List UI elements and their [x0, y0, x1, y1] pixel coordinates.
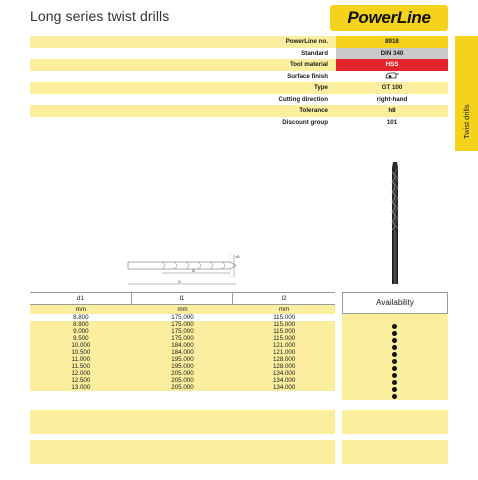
- spec-table: [30, 36, 448, 128]
- table-cell: 121.000: [272, 342, 296, 349]
- table-cell: 184.000: [171, 349, 194, 356]
- availability-dot: [392, 380, 397, 385]
- unit-cell: mm: [278, 306, 290, 313]
- column-header: d1: [30, 293, 132, 304]
- availability-dot: [392, 359, 397, 364]
- table-cell: 205.000: [171, 370, 194, 377]
- spec-value: GT 100: [381, 84, 403, 91]
- availability-dot: [392, 345, 397, 350]
- spec-value: DIN 340: [336, 48, 448, 60]
- logo-text: PowerLine: [347, 8, 431, 27]
- spec-row: [30, 82, 448, 94]
- table-row: [30, 314, 335, 321]
- table-cell: 184.000: [171, 342, 194, 349]
- availability-header: Availability: [342, 292, 448, 314]
- table-row: [30, 321, 335, 328]
- unit-row: [30, 305, 335, 314]
- table-cell: 175.000: [171, 335, 194, 342]
- column-header: l1: [132, 293, 234, 304]
- spec-value: [336, 71, 448, 83]
- spec-row: [30, 94, 448, 106]
- table-cell: 10.500: [71, 349, 91, 356]
- table-row: [30, 342, 335, 349]
- spec-row: [30, 48, 448, 60]
- spec-value: 101: [386, 118, 398, 126]
- table-row: [30, 349, 335, 356]
- table-cell: 134.000: [272, 370, 296, 377]
- table-cell: 115.000: [273, 321, 296, 328]
- column-header: l2: [281, 295, 287, 302]
- table-cell: 12.500: [71, 377, 91, 384]
- table-cell: 175.000: [171, 321, 194, 328]
- spec-value: h8: [388, 107, 396, 114]
- spec-row: [30, 105, 448, 117]
- spec-row: [30, 59, 448, 71]
- table-cell: 11.500: [71, 363, 91, 370]
- spec-row: [30, 71, 448, 83]
- table-row: [30, 335, 335, 342]
- table-cell: 11.000: [71, 356, 91, 363]
- table-cell: 134.000: [272, 384, 296, 391]
- page-title: Long series twist drills: [30, 8, 170, 24]
- spec-label: Cutting direction: [278, 95, 328, 103]
- table-cell: 9.500: [73, 335, 89, 342]
- availability-dot: [392, 324, 397, 329]
- table-cell: 175.000: [171, 328, 194, 335]
- table-cell: 8.900: [73, 321, 89, 328]
- table-cell: 195.000: [171, 356, 194, 363]
- availability-dot: [392, 352, 397, 357]
- side-tab-label: Twist drills: [462, 104, 471, 139]
- table-cell: 8.800: [73, 314, 89, 321]
- label-l2: l2: [192, 268, 196, 273]
- availability-dot: [392, 331, 397, 336]
- unit-cell: mm: [75, 306, 86, 313]
- table-row: [30, 328, 335, 335]
- side-tab[interactable]: [455, 36, 478, 151]
- table-cell: 9.000: [73, 328, 89, 335]
- spec-label: Type: [314, 84, 328, 91]
- label-l1: l1: [178, 279, 182, 284]
- table-cell: 115.000: [273, 328, 296, 335]
- spec-label: Surface finish: [287, 72, 328, 80]
- table-row: [30, 356, 335, 363]
- spec-label: Standard: [301, 49, 328, 57]
- table-cell: 195.000: [171, 363, 194, 370]
- table-cell: 115.000: [273, 314, 296, 321]
- table-row: [30, 363, 335, 370]
- spec-row: [30, 36, 448, 48]
- drill-diagram: [122, 244, 242, 288]
- table-cell: 175.000: [171, 314, 194, 321]
- table-cell: 12.000: [71, 370, 91, 377]
- spec-row: [30, 117, 448, 129]
- table-cell: 205.000: [171, 384, 194, 391]
- spec-value: HSS: [336, 59, 448, 71]
- svg-text:o: o: [396, 72, 399, 77]
- table-row: [30, 384, 335, 391]
- dimension-table: [30, 292, 335, 391]
- table-cell: 128.000: [272, 356, 296, 363]
- availability-column: [342, 314, 448, 400]
- spec-value: 8918: [336, 36, 448, 48]
- label-d1: d1: [235, 254, 240, 259]
- table-cell: 134.000: [272, 377, 296, 384]
- spec-label: Discount group: [282, 118, 328, 126]
- table-cell: 121.000: [272, 349, 296, 356]
- table-row: [30, 377, 335, 384]
- surface-finish-icon: [384, 71, 400, 80]
- availability-dot: [392, 387, 397, 392]
- spec-value: right-hand: [376, 95, 408, 103]
- table-cell: 10.000: [71, 342, 91, 349]
- table-row: [30, 370, 335, 377]
- spec-label: Tool material: [289, 61, 328, 68]
- table-cell: 205.000: [171, 377, 194, 384]
- availability-dot: [392, 366, 397, 371]
- availability-panel: [342, 292, 448, 400]
- drill-photo: [378, 160, 412, 286]
- table-header: [30, 292, 335, 305]
- table-cell: 13.000: [71, 384, 91, 391]
- table-cell: 115.000: [273, 335, 296, 342]
- powerline-logo: [330, 5, 448, 31]
- availability-dot: [392, 338, 397, 343]
- availability-dot: [392, 373, 397, 378]
- table-body: [30, 314, 335, 391]
- spec-label: Tolerance: [299, 107, 328, 114]
- table-cell: 128.000: [272, 363, 296, 370]
- unit-cell: mm: [177, 306, 188, 313]
- availability-dot: [392, 394, 397, 399]
- spec-label: PowerLine no.: [285, 38, 328, 45]
